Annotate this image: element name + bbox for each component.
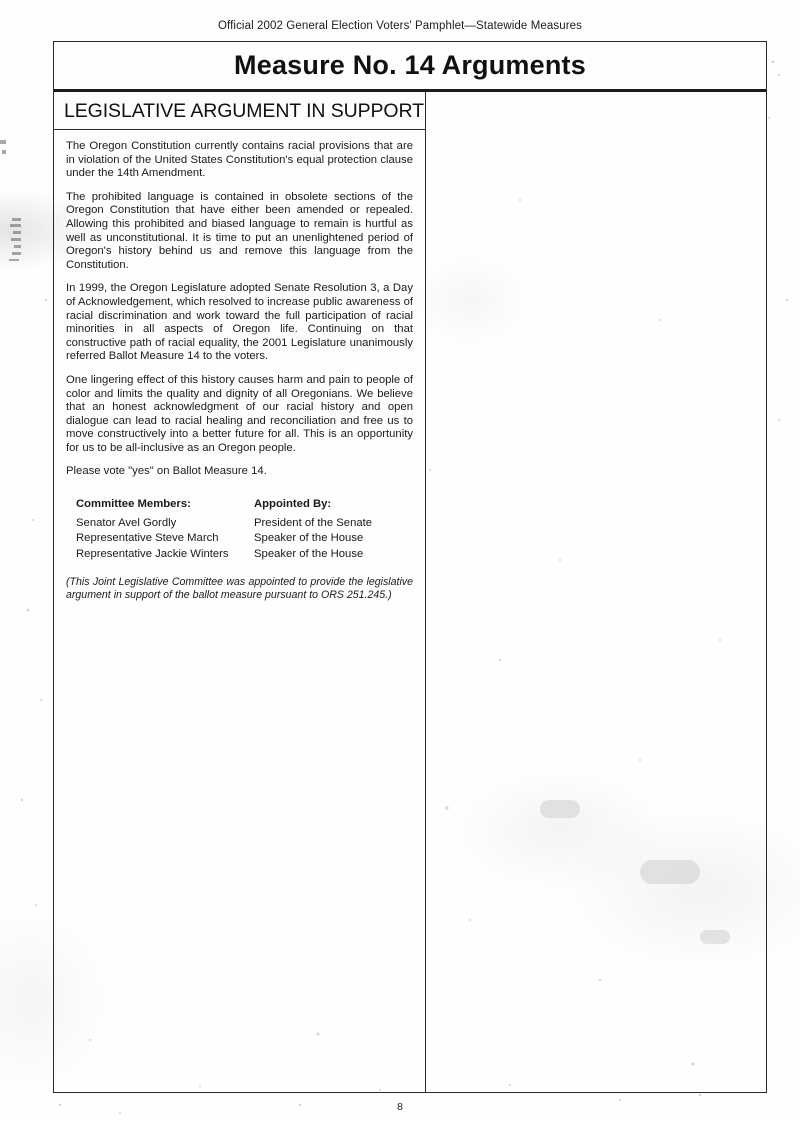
committee-member-name: Senator Avel Gordly	[76, 516, 177, 529]
committee-appointer: Speaker of the House	[254, 547, 364, 560]
running-head: Official 2002 General Election Voters' Pamphlet—Statewide Measures	[218, 20, 582, 32]
committee-member-name: Representative Jackie Winters	[76, 547, 229, 560]
left-column	[54, 92, 426, 1092]
call-to-action: Please vote "yes" on Ballot Measure 14.	[66, 465, 267, 478]
page-number: 8	[397, 1101, 403, 1113]
table-row	[76, 531, 372, 547]
argument-paragraph-3: In 1999, the Oregon Legislature adopted Senate Resolution 3, a Day of Acknowledgement, which resolved to increase public awareness of racial discrimination and work toward the full participation of racial minorities in all aspects of Oregon life. Continuing on that constructive path of racial equality, the 2001 Legislature unanimously referred Ballot Measure 14 to the voters.	[66, 282, 413, 363]
committee-members-header: Committee Members:	[76, 498, 191, 511]
table-row	[76, 547, 372, 563]
section-heading: LEGISLATIVE ARGUMENT IN SUPPORT	[54, 92, 425, 130]
table-row	[76, 516, 372, 532]
committee-table	[76, 497, 372, 562]
argument-body	[54, 130, 425, 479]
argument-paragraph-2: The prohibited language is contained in obsolete sections of the Oregon Constitution that have either been amended or repealed. Allowing this prohibited and biased language to remain is hurtful as well as unconstitutional. It is time to put an unenlightened period of Oregon's history behind us and remove this language from the Constitution.	[66, 190, 413, 271]
page-title: Measure No. 14 Arguments	[234, 50, 586, 80]
page-frame	[53, 41, 767, 1093]
committee-appointer: Speaker of the House	[254, 532, 364, 545]
committee-header-row	[76, 497, 372, 516]
argument-paragraph-1: The Oregon Constitution currently contains racial provisions that are in violation of the United States Constitution's equal protection clause under the 14th Amendment.	[66, 140, 413, 180]
measure-title-band	[54, 42, 766, 92]
appointed-by-header: Appointed By:	[254, 498, 332, 511]
committee-member-name: Representative Steve March	[76, 532, 219, 545]
argument-paragraph-4: One lingering effect of this history causes harm and pain to people of color and limits the quality and dignity of all Oregonians. We believe that an honest acknowledgment of our racial history and open dialogue can lead to racial healing and reconciliation and free us to move constructively into a better future for all. This is an opportunity for us to be all-inclusive as an Oregon people.	[66, 373, 413, 454]
committee-appointer: President of the Senate	[254, 516, 373, 529]
right-column-empty	[426, 92, 766, 1092]
committee-block	[54, 493, 425, 562]
content-columns	[54, 92, 766, 1092]
committee-disclaimer: (This Joint Legislative Committee was appointed to provide the legislative argument in support of the ballot measure pursuant to ORS 251.245.)	[66, 576, 413, 601]
